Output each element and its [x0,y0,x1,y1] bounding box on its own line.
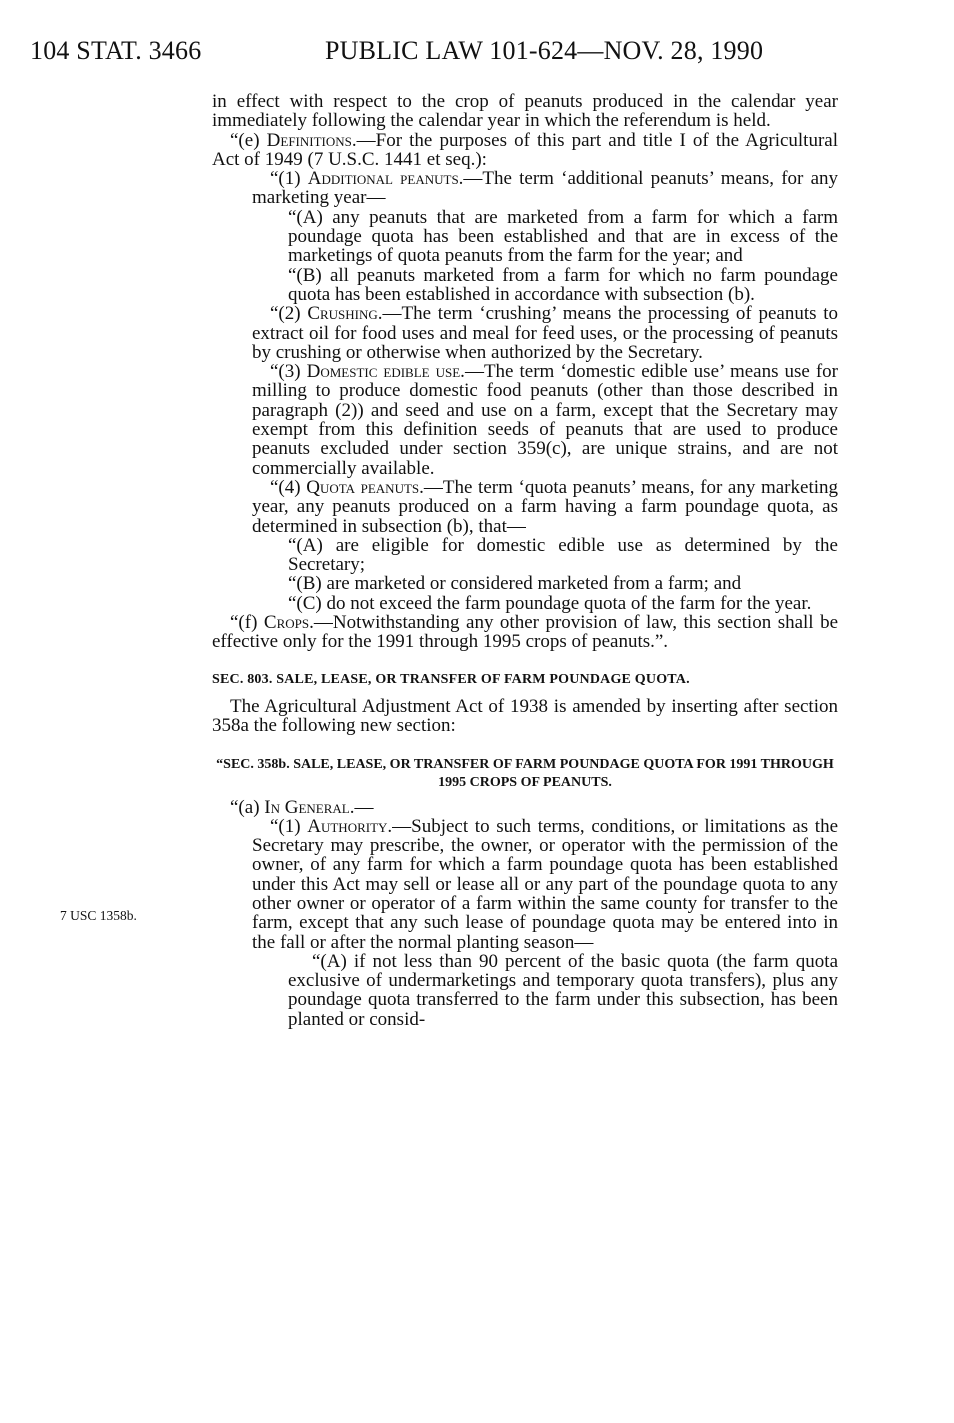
clause-4a: “(A) are eligible for domestic edible use as determined by the Secretary; [288,534,838,576]
clause-4b: “(B) are marketed or considered marketed from a farm; and [288,573,742,595]
section-358b-heading: “SEC. 358b. SALE, LEASE, OR TRANSFER OF FARM POUNDAGE QUOTA FOR 1991 THROUGH 1995 CROPS OF PEANUTS. [216,756,834,790]
paragraph-continuation: in effect with respect to the crop of peanuts produced in the calendar year immediately following the calendar year in which the referendum is held. [212,91,838,132]
paragraph-a1-authority: “(1) Authority.—Subject to such terms, conditions, or limitations as the Secretary may prescribe, the owner, or operator with the permission of the owner, of any farm for which a farm poundage quota has been established under this Act may sell or lease all or any part of the poundage quota to any other owner or operator of a farm within the same county for transfer to the farm, except that any such lease of poundage quota may be entered into in the fall or after the normal planting season— [252,815,838,953]
clause-1a: “(A) any peanuts that are marketed from a farm for which a farm poundage quota has been established and that are in excess of the marketings of quota peanuts from the farm for the year; and [288,206,838,267]
clause-4c: “(C) do not exceed the farm poundage quota of the farm for the year. [288,592,812,614]
section-803-heading: SEC. 803. SALE, LEASE, OR TRANSFER OF FARM POUNDAGE QUOTA. [212,671,690,687]
clause-a1a: “(A) if not less than 90 percent of the basic quota (the farm quota exclusive of undermarketings and temporary quota transfers), plus any poundage quota transferred to the farm under this subsection, has been planted or consid- [288,950,838,1030]
page-header [30,36,924,76]
paragraph-1-additional-peanuts: “(1) Additional peanuts.—The term ‘additional peanuts’ means, for any marketing year— [252,168,838,209]
document-body [212,92,838,1029]
paragraph-4-quota-peanuts: “(4) Quota peanuts.—The term ‘quota peanuts’ means, for any marketing year, any peanuts produced on a farm having a farm poundage quota, as determined in subsection (b), that— [252,476,838,537]
margin-citation: 7 USC 1358b. [60,908,137,923]
amendment-intro: The Agricultural Adjustment Act of 1938 is amended by inserting after section 358a the following new section: [212,695,838,737]
public-law-title: PUBLIC LAW 101-624—NOV. 28, 1990 [325,36,764,65]
clause-1b: “(B) all peanuts marketed from a farm for which no farm poundage quota has been established in accordance with subsection (b). [288,264,838,305]
subsection-f-crops: “(f) Crops.—Notwithstanding any other provision of law, this section shall be effective only for the 1991 through 1995 crops of peanuts.”. [212,612,838,653]
paragraph-3-domestic-edible-use: “(3) Domestic edible use.—The term ‘domestic edible use’ means use for milling to produce domestic food peanuts (other than those described in paragraph (2)) and seed and use on a farm, except that the Secretary may exempt from this definition seeds of peanuts that are used to produce peanuts excluded under section 359(c), are unique strains, and are not commercially available. [252,361,838,479]
paragraph-2-crushing: “(2) Crushing.—The term ‘crushing’ means the processing of peanuts to extract oil for food uses and meal for feed uses, or the processing of peanuts by crushing or otherwise when authorized by the Secretary. [252,303,839,363]
subsection-e: “(e) Definitions.—For the purposes of this part and title I of the Agricultural Act of 1949 (7 U.S.C. 1441 et seq.): [212,129,838,170]
subsection-a-in-general: “(a) In General.— [230,796,374,818]
statute-page-ref: 104 STAT. 3466 [30,36,202,65]
